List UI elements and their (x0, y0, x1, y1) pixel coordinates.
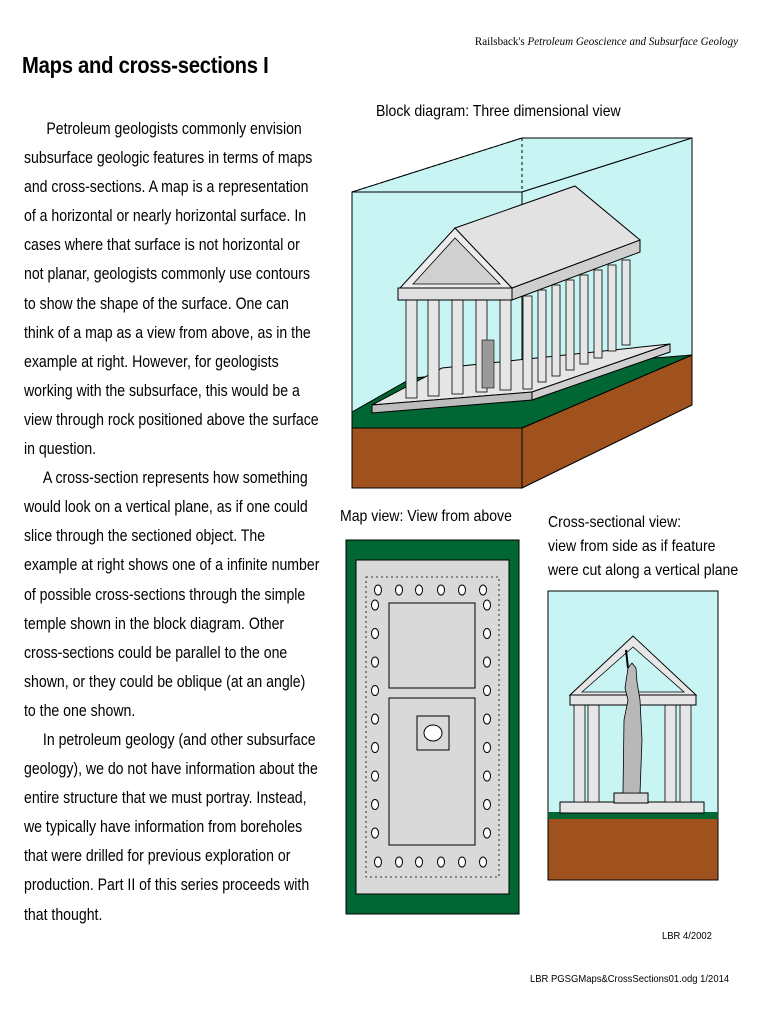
header-author: Railsback's (474, 34, 528, 48)
page-title: Maps and cross-sections I (22, 52, 269, 78)
block-diagram-label: Block diagram: Three dimensional view (376, 103, 621, 120)
cross-section-label-line2: view from side as if feature (548, 538, 716, 555)
cross-section-label-line3: were cut along a vertical plane (548, 562, 739, 579)
figure-credit: LBR 4/2002 (662, 930, 712, 942)
map-view-label: Map view: View from above (340, 508, 512, 525)
page-footer: LBR PGSGMaps&CrossSections01.odg 1/2014 (530, 973, 730, 985)
paragraph-petroleum-geology: In petroleum geology (and other subsurface geology), we do not have information about the entire structure that we must portray. Instead, we typically have information from boreholes that were drilled for previous exploration or production. Part II of this series proceeds with that thought. (24, 730, 318, 924)
cross-section-label-line1: Cross-sectional view: (548, 514, 682, 531)
header-work-title: Petroleum Geoscience and Subsurface Geology (527, 34, 738, 48)
paragraph-maps: Petroleum geologists commonly envision subsurface geologic features in terms of maps and cross-sections. A map is a representation of a horizontal or nearly horizontal surface. In cases where that surface is not horizontal or not planar, geologists commonly use contours to show the shape of the surface. One can think of a map as a view from above, as in the example at right. However, for geologists working with the subsurface, this would be a view through rock positioned above the surface in question. (24, 120, 319, 459)
paragraph-cross-sections: A cross-section represents how something would look on a vertical plane, as if one could slice through the sectioned object. The example at right shows one of a infinite number of possible cross-sections through the simple temple shown in the block diagram. Other cross-sections could be parallel to the one shown, or they could be oblique (at an angle) to the one shown. (24, 469, 320, 720)
